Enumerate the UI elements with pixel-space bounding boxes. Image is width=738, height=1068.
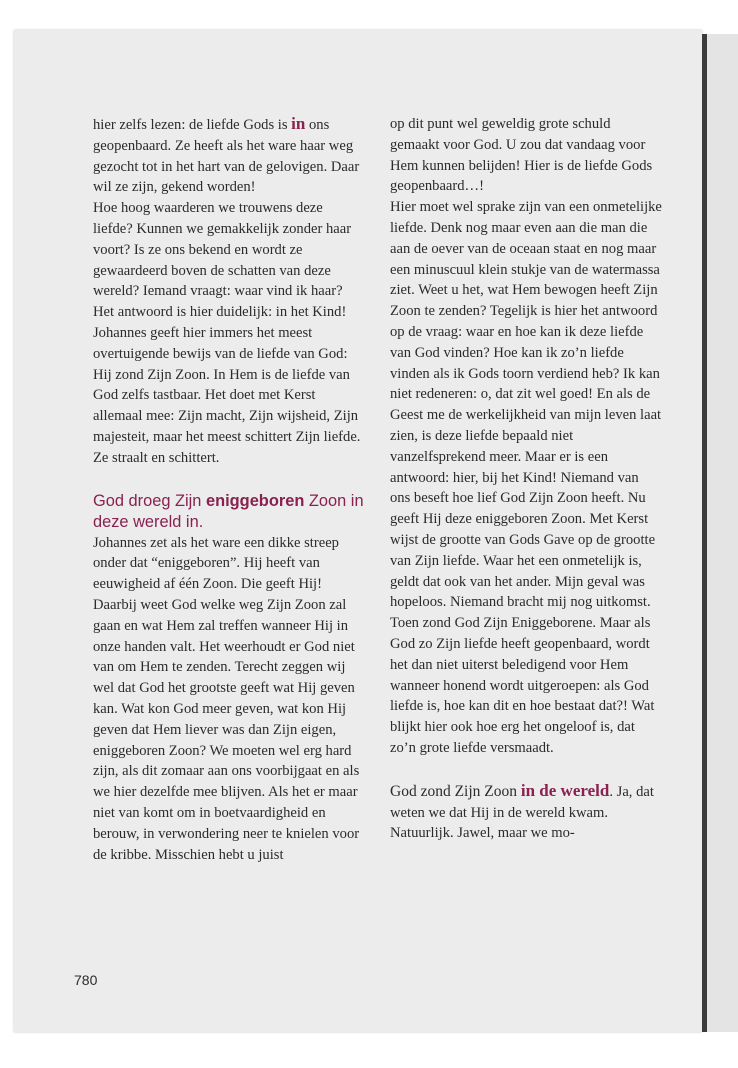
heading-emphasis: eniggeboren xyxy=(205,491,305,510)
emphasis-in: in xyxy=(291,114,306,133)
page-number: 780 xyxy=(74,972,98,988)
right-paragraph-2: Hier moet wel sprake zijn van een onmetelijke liefde. Denk nog maar even aan die man die aan de oever van de oceaan staat en nog maar een minuscuul klein stukje van de watermassa ziet. Weet u het, wat Hem bewogen heeft Zijn Zoon te zenden? Tegelijk is hier het antwoord op de vraag: waar en hoe kan ik deze liefde van God vinden? Hoe kan ik zo’n liefde vinden als ik Gods toorn verdiend heb? Ik kan niet redeneren: o, dat zit wel goed! En als de Geest me de werkelijkheid van mijn leven laat zien, is deze liefde bepaald niet vanzelfsprekend meer. Maar er is een antwoord: hier, bij het Kind! Niemand van ons beseft hoe lief God Zijn Zoon heeft. Nu geeft Hij deze eniggeboren Zoon. Met Kerst wijst de grootte van Gods Gave op de grootte van Zijn liefde. Waar het een onmetelijk is, geldt dat ook van het ander. Mijn geval was hopeloos. Niemand bracht mij nog uitkomst. Toen zond God Zijn Eniggeborene. Maar als God zo Zijn liefde heeft geopenbaard, wordt het dan niet uiterst beledigend voor Hem wanneer honend wordt uitgeroepen: als God liefde is, hoe kan dit en hoe bestaat dat?! Wat blijkt hier ook hoe erg het ongeloof is, dat zo’n grote liefde versmaadt. xyxy=(390,199,662,756)
right-paragraph-1: op dit punt wel geweldig grote schuld gemaakt voor God. U zou dat vandaag voor Hem kunnen belijden! Hier is de liefde Gods geopenbaard…! xyxy=(390,116,653,195)
left-paragraph-2: Hoe hoog waarderen we trouwens deze liefde? Kunnen we gemakkelijk zonder haar voort? Is ze ons bekend en wordt ze gewaardeerd boven de schatten van deze wereld? Iemand vraagt: waar vind ik haar? Het antwoord is hier duidelijk: in het Kind! Johannes geeft hier immers het meest overtuigende bewijs van de liefde van God: Hij zond Zijn Zoon. In Hem is de liefde van God zelfs tastbaar. Het doet met Kerst allemaal mee: Zijn macht, Zijn wijsheid, Zijn majesteit, maar het meest schittert Zijn liefde. Ze straalt en schittert. xyxy=(93,200,361,466)
section-heading-eniggeboren: God droeg Zijn eniggeboren Zoon in deze wereld in. xyxy=(93,491,364,531)
left-paragraph-3: Johannes zet als het ware een dikke streep onder dat “eniggeboren”. Hij heeft van eeuwigheid af één Zoon. Die geeft Hij! Daarbij weet God welke weg Zijn Zoon zal gaan en wat Hem zal treffen wanneer Hij in onze handen valt. Het weerhoudt er God niet van om Hem te zenden. Terecht zeggen wij wel dat God het grootste geeft wat Hij geven kan. Wat kon God meer geven, wat kon Hij geven dat Hem liever was dan Zijn eigen, eniggeboren Zoon? We moeten wel erg hard zijn, als dit zomaar aan ons voorbijgaat en als we hier dezelfde mee blijven. Als het er maar niet van komt om in boetvaardigheid en berouw, in verwondering neer te knielen voor de kribbe. Misschien hebt u juist xyxy=(93,534,360,863)
left-paragraph-1: hier zelfs lezen: de liefde Gods is in ons geopenbaard. Ze heeft als het ware haar weg gezocht tot in het hart van de gelovigen. Daar wil ze zijn, gekend worden! xyxy=(93,114,360,196)
right-paragraph-3: God zond Zijn Zoon in de wereld. Ja, dat weten we dat Hij in de wereld kwam. Natuurlijk. Jawel, maar we mo- xyxy=(390,780,654,842)
left-column xyxy=(93,114,365,865)
next-page-edge xyxy=(707,34,738,1032)
emphasis-in-de-wereld: in de wereld xyxy=(520,780,610,800)
right-column xyxy=(390,114,662,844)
